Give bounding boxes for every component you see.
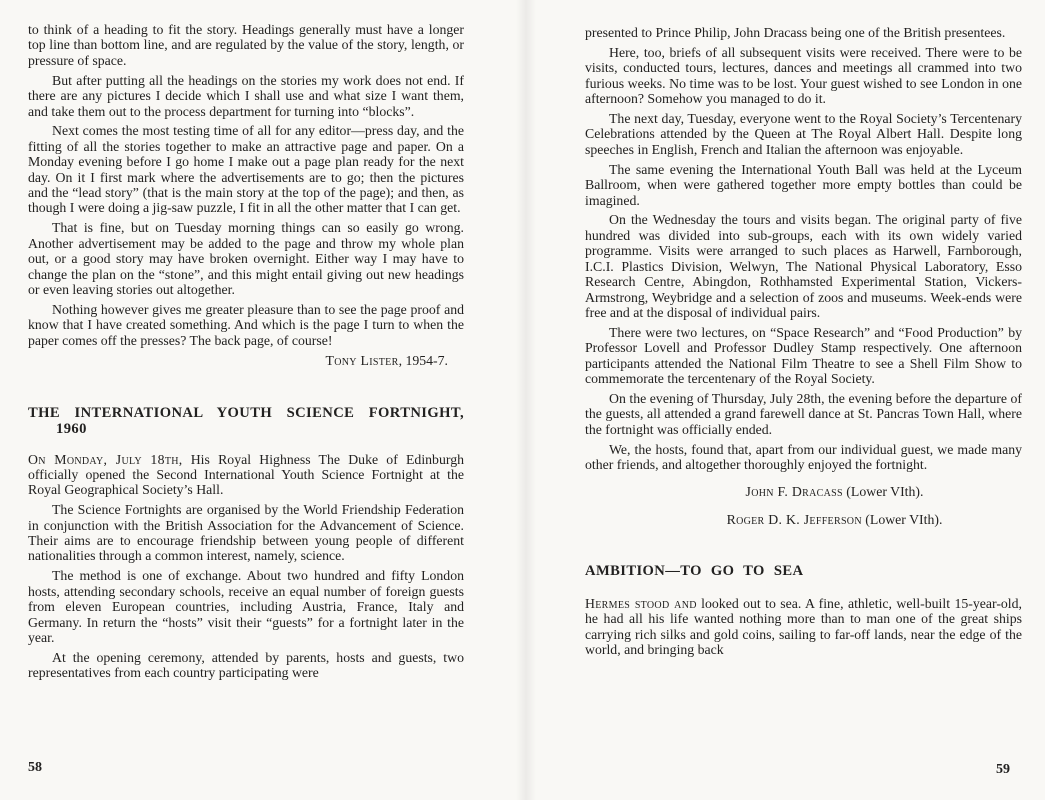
paragraph-text: His Royal Highness The Duke of Edinburgh officially opened the Second International Youth Science Fortnight at the Royal Geographical Society’s Hall. bbox=[28, 451, 464, 498]
paragraph: The method is one of exchange. About two hundred and fifty London hosts, attending secondary schools, receive an equal number of foreign guests from eleven European countries, including Austria, France, Italy and Germany. In return the “hosts” visit their “guests” for a fortnight later in the year. bbox=[28, 568, 464, 645]
paragraph: Next comes the most testing time of all for any editor—press day, and the fitting of all the stories together to make an attractive page and paper. On a Monday evening before I go home I make out a page plan ready for the next day. On it I first mark where the advertisements are to go; then the pictures and the “lead story” (that is the main story at the top of the page); and then, as though I were doing a jig-saw puzzle, I fit in all the other matter that I can get. bbox=[28, 123, 464, 216]
paragraph: On the evening of Thursday, July 28th, the evening before the departure of the guests, all attended a grand farewell dance at St. Pancras Town Hall, where the fortnight was officially ended. bbox=[585, 390, 1022, 437]
paragraph: On the Wednesday the tours and visits began. The original party of five hundred was divided into sub-groups, each with its own widely varied programme. Visits were arranged to such places as Harwell, Farnborough, I.C.I. Plastics Division, Welwyn, The National Physical Laboratory, Esso Research Centre, Abingdon, Rothhamsted Experimental Station, Vickers-Armstrong, Weybridge and a selection of zoos and museums. Week-ends were free and at the disposal of individual pairs. bbox=[585, 212, 1022, 320]
page-gutter-divider bbox=[516, 0, 536, 800]
paragraph: That is fine, but on Tuesday morning things can so easily go wrong. Another advertisement may be added to the page and throw my whole plan out, or a good story may have broken overnight. Either way I may have to change the plan on the “stone”, and this might entail giving out new headings or even leaving stories out altogether. bbox=[28, 220, 464, 297]
paragraph: presented to Prince Philip, John Dracass being one of the British presentees. bbox=[585, 25, 1006, 40]
paragraph: The Science Fortnights are organised by the World Friendship Federation in conjunction with the British Association for the Advancement of Science. Their aims are to encourage friendship between young people of different nationalities through a common interest, namely, science. bbox=[28, 502, 464, 564]
paragraph-text: looked out to sea. A fine, athletic, well-built 15-year-old, he had all his life wanted nothing more than to man one of the great ships carrying rich silks and gold coins, sailing to far-off lands, near the edge of the world, and bringing back bbox=[585, 595, 1022, 657]
author-name: Tony Lister bbox=[325, 353, 399, 369]
paragraph: At the opening ceremony, attended by parents, hosts and guests, two representatives from each country participating were bbox=[28, 649, 464, 681]
paragraph: But after putting all the headings on the stories my work does not end. If there are any pictures I decide which I shall use and what size I want them, and take them out to the process department for turning into “blocks”. bbox=[28, 72, 464, 119]
paragraph-lead-smallcaps: On Monday, July 18th, bbox=[28, 451, 183, 467]
article-title-line2: 1960 bbox=[56, 421, 87, 438]
author-signature bbox=[28, 353, 464, 368]
page-number-58: 58 bbox=[28, 760, 42, 775]
paragraph: We, the hosts, found that, apart from our individual guest, we made many other friends, and altogether thoroughly enjoyed the fortnight. bbox=[585, 441, 1022, 473]
paragraph bbox=[585, 596, 1022, 658]
author-name: Roger D. K. Jefferson bbox=[726, 511, 862, 527]
article-title-fortnight bbox=[28, 405, 464, 438]
page-number-59: 59 bbox=[996, 762, 1010, 777]
paragraph: Here, too, briefs of all subsequent visits were received. There were to be visits, conducted tours, lectures, dances and meetings all crammed into two furious weeks. No time was to be lost. Your guest wished to see London in one afternoon? Somehow you managed to do it. bbox=[585, 44, 1022, 107]
paragraph bbox=[28, 452, 464, 498]
author-form: (Lower VIth). bbox=[861, 511, 943, 527]
paragraph: The next day, Tuesday, everyone went to the Royal Society’s Tercentenary Celebrations attended by the Queen at The Royal Albert Hall. Despite long speeches in English, French and Italian the afternoon was enjoyable. bbox=[585, 111, 1022, 157]
right-text-column bbox=[585, 25, 1022, 662]
paragraph: The same evening the International Youth Ball was held at the Lyceum Ballroom, when were gathered together more empty bottles than could be imagined. bbox=[585, 161, 1022, 208]
author-signature bbox=[585, 512, 1022, 527]
paragraph: There were two lectures, on “Space Research” and “Food Production” by Professor Lovell and Professor Dudley Stamp respectively. One afternoon participants attended the National Film Theatre to see a Shell Film Show to commemorate the tercentenary of the Royal Society. bbox=[585, 324, 1022, 387]
author-years: , 1954-7. bbox=[398, 353, 448, 369]
paragraph-lead-smallcaps: Hermes stood and bbox=[585, 595, 697, 611]
paragraph: Nothing however gives me greater pleasure than to see the page proof and know that I have created something. And which is the page I turn to when the paper comes off the presses? The back page, of course! bbox=[28, 301, 464, 348]
author-form: (Lower VIth). bbox=[842, 484, 924, 500]
author-name: John F. Dracass bbox=[745, 484, 843, 500]
article-title-ambition: AMBITION—TO GO TO SEA bbox=[585, 563, 804, 580]
paragraph: to think of a heading to fit the story. Headings generally must have a longer top line than bottom line, and are regulated by the value of the story, length, or pressure of space. bbox=[28, 22, 464, 68]
article-title-line1: THE INTERNATIONAL YOUTH SCIENCE FORTNIGHT, bbox=[28, 404, 464, 421]
left-text-column bbox=[28, 22, 464, 685]
author-signature bbox=[585, 484, 1022, 499]
